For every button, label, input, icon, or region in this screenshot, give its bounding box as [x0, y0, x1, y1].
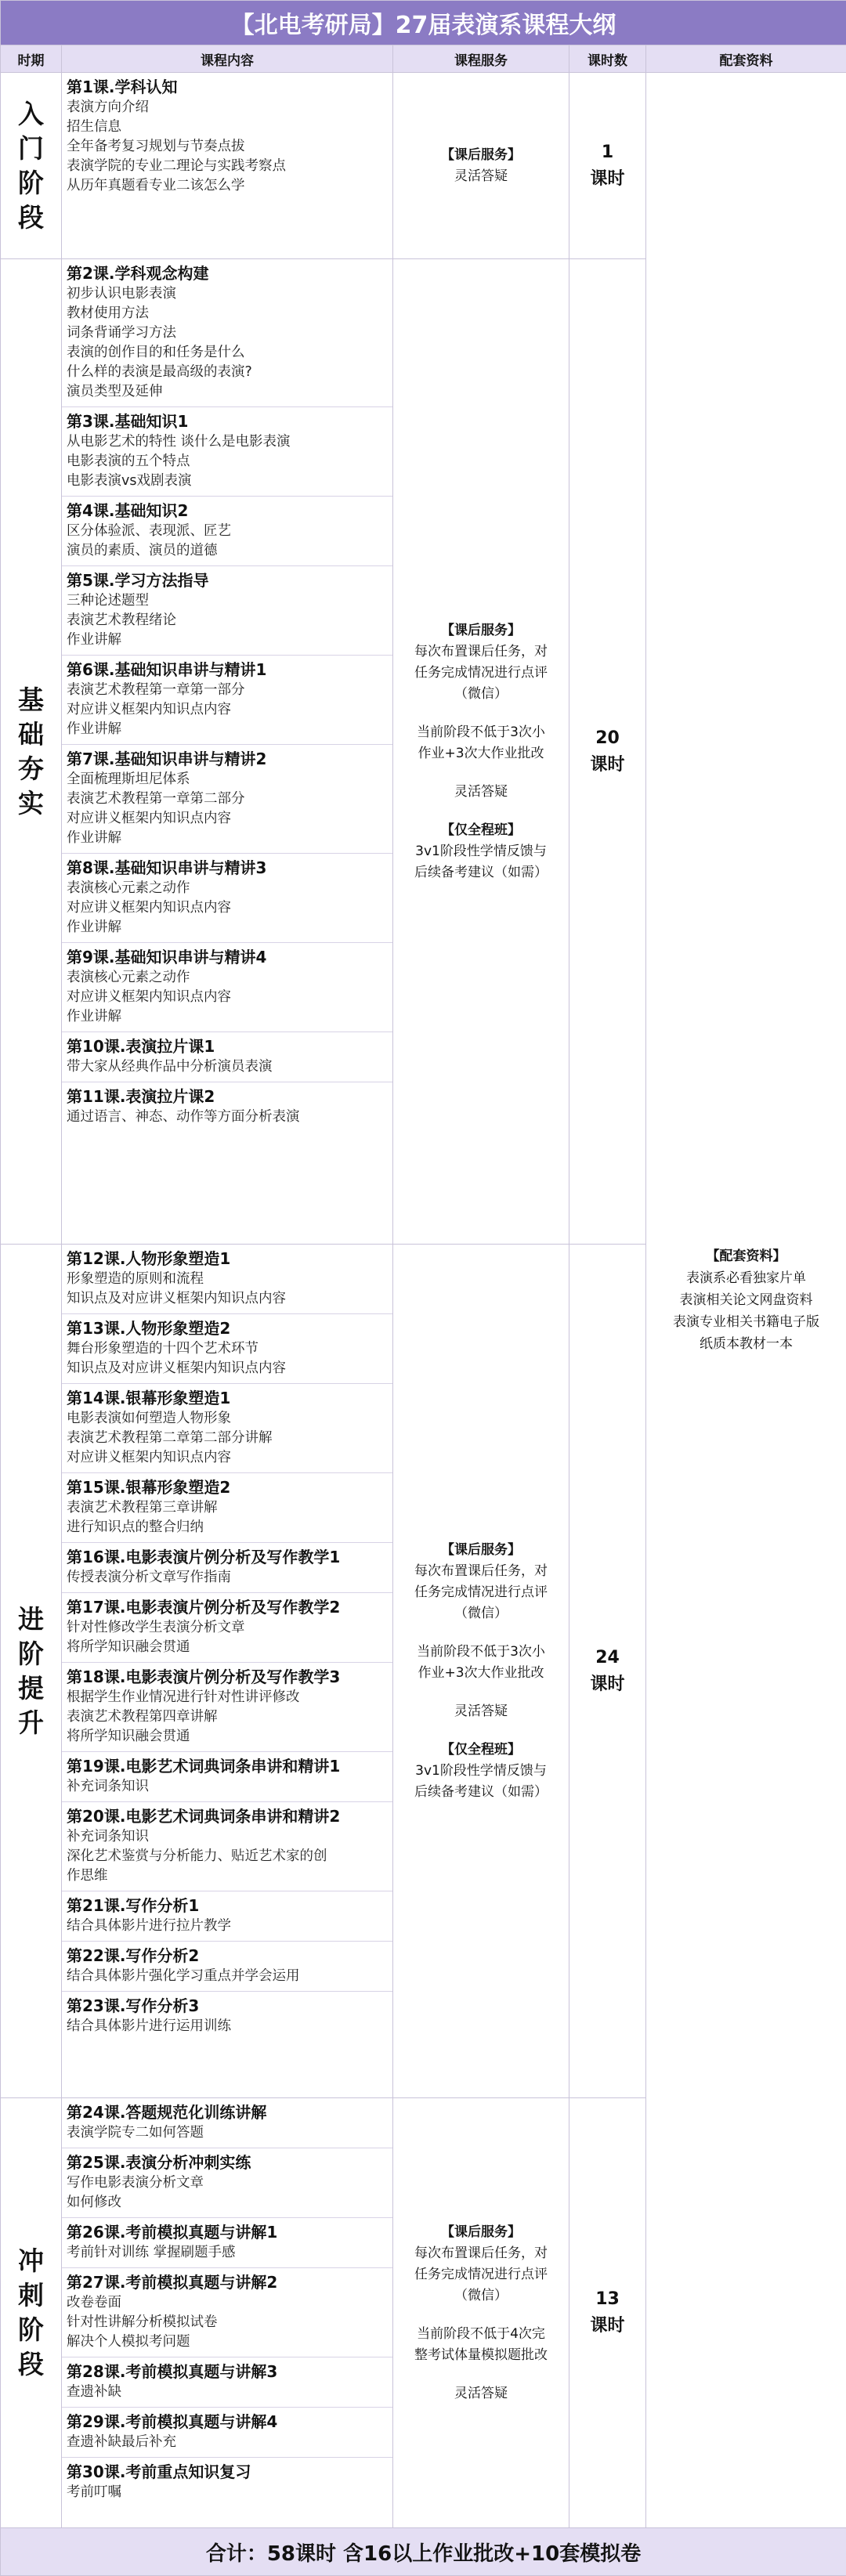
lesson-line: 演员类型及延伸 — [67, 382, 388, 402]
lesson-line: 对应讲义框架内知识点内容 — [67, 988, 388, 1007]
materials-item: 纸质本教材一本 — [646, 1333, 846, 1355]
lesson-line: 知识点及对应讲义框架内知识点内容 — [67, 1359, 388, 1378]
stage-lessons — [62, 1245, 393, 2098]
lesson-line: 区分体验派、表现派、匠艺 — [67, 522, 388, 541]
lesson-item — [62, 1802, 392, 1891]
service-line: （微信） — [398, 2285, 564, 2307]
lesson-item — [62, 1384, 392, 1473]
lesson-line: 知识点及对应讲义框架内知识点内容 — [67, 1289, 388, 1309]
lesson-line: 三种论述题型 — [67, 591, 388, 611]
lesson-title: 第9课.基础知识串讲与精讲4 — [67, 946, 388, 968]
lesson-line: 表演艺术教程第二章第二部分讲解 — [67, 1429, 388, 1448]
lesson-title: 第27课.考前模拟真题与讲解2 — [67, 2271, 388, 2293]
lesson-title: 第25课.表演分析冲刺实练 — [67, 2151, 388, 2173]
service-line: 每次布置课后任务，对 — [398, 1561, 564, 1582]
lesson-title: 第2课.学科观念构建 — [67, 262, 388, 284]
lesson-line: 结合具体影片强化学习重点并学会运用 — [67, 1967, 388, 1986]
service-line: 3v1阶段性学情反馈与 — [398, 841, 564, 862]
lesson-line: 表演学院专二如何答题 — [67, 2123, 388, 2143]
lesson-item — [62, 1992, 392, 2041]
lesson-item — [62, 407, 392, 497]
service-line: 作业+3次大作业批改 — [398, 743, 564, 764]
lesson-item — [62, 854, 392, 943]
stage-lessons — [62, 259, 393, 1245]
stage-hours: 24 课时 — [569, 1245, 646, 2098]
service-line: 当前阶段不低于3次小 — [398, 1642, 564, 1663]
service-heading: 【课后服务】 — [398, 1540, 564, 1561]
materials-heading: 【配套资料】 — [646, 1245, 846, 1267]
stage-lessons — [62, 2098, 393, 2528]
service-line: 3v1阶段性学情反馈与 — [398, 1761, 564, 1782]
lesson-line: 查遗补缺最后补充 — [67, 2433, 388, 2452]
service-line: 每次布置课后任务，对 — [398, 2243, 564, 2264]
lesson-line: 补充词条知识 — [67, 1827, 388, 1847]
materials-cell — [646, 73, 846, 2528]
lesson-item — [62, 2458, 392, 2507]
lesson-title: 第18课.电影表演片例分析及写作教学3 — [67, 1666, 388, 1688]
lesson-line: 改卷卷面 — [67, 2293, 388, 2313]
service-heading: 【仅全程班】 — [398, 1740, 564, 1761]
service-line: 灵活答疑 — [398, 782, 564, 803]
service-line: （微信） — [398, 684, 564, 705]
lesson-item — [62, 566, 392, 656]
lesson-title: 第7课.基础知识串讲与精讲2 — [67, 748, 388, 770]
header-hours: 课时数 — [569, 45, 646, 73]
service-line: 每次布置课后任务，对 — [398, 641, 564, 663]
service-line: 后续备考建议（如需） — [398, 1782, 564, 1803]
lesson-line: 对应讲义框架内知识点内容 — [67, 1448, 388, 1468]
lesson-title: 第28课.考前模拟真题与讲解3 — [67, 2361, 388, 2383]
service-line: 当前阶段不低于4次完 — [398, 2324, 564, 2345]
lesson-line: 作业讲解 — [67, 1007, 388, 1027]
stage-name: 基 础 夯 实 — [1, 259, 62, 1245]
lesson-line: 针对性讲解分析模拟试卷 — [67, 2313, 388, 2332]
lesson-item — [62, 2268, 392, 2357]
service-spacer — [398, 2366, 564, 2383]
lesson-line: 舞台形象塑造的十四个艺术环节 — [67, 1339, 388, 1359]
service-line: 任务完成情况进行点评 — [398, 2264, 564, 2285]
lesson-title: 第11课.表演拉片课2 — [67, 1086, 388, 1107]
lesson-line: 作业讲解 — [67, 829, 388, 848]
lesson-item — [62, 1543, 392, 1593]
lesson-title: 第30课.考前重点知识复习 — [67, 2461, 388, 2483]
service-line: 当前阶段不低于3次小 — [398, 722, 564, 743]
stage-hours: 1 课时 — [569, 73, 646, 259]
lesson-line: 词条背诵学习方法 — [67, 323, 388, 343]
lesson-line: 全年备考复习规划与节奏点拔 — [67, 137, 388, 157]
lesson-title: 第24课.答题规范化训练讲解 — [67, 2101, 388, 2123]
lesson-item — [62, 943, 392, 1032]
materials-item: 表演系必看独家片单 — [646, 1267, 846, 1289]
header-content: 课程内容 — [62, 45, 393, 73]
lesson-item — [62, 1891, 392, 1942]
lesson-title: 第1课.学科认知 — [67, 76, 388, 98]
lesson-line: 初步认识电影表演 — [67, 284, 388, 304]
lesson-title: 第20课.电影艺术词典词条串讲和精讲2 — [67, 1805, 388, 1827]
lesson-title: 第22课.写作分析2 — [67, 1945, 388, 1967]
stage-name: 入 门 阶 段 — [1, 73, 62, 259]
lesson-title: 第17课.电影表演片例分析及写作教学2 — [67, 1596, 388, 1618]
lesson-title: 第8课.基础知识串讲与精讲3 — [67, 857, 388, 879]
lesson-item — [62, 1473, 392, 1543]
lesson-line: 电影表演如何塑造人物形象 — [67, 1409, 388, 1429]
lesson-item — [62, 2357, 392, 2408]
lesson-line: 对应讲义框架内知识点内容 — [67, 898, 388, 918]
materials-item: 表演专业相关书籍电子版 — [646, 1311, 846, 1333]
lesson-line: 针对性修改学生表演分析文章 — [67, 1618, 388, 1638]
lesson-item — [62, 745, 392, 854]
service-heading: 【课后服务】 — [398, 145, 564, 166]
lesson-line: 传授表演分析文章写作指南 — [67, 1568, 388, 1588]
lesson-item — [62, 497, 392, 566]
lesson-line: 表演艺术教程第四章讲解 — [67, 1707, 388, 1727]
lesson-item — [62, 259, 392, 407]
lesson-item — [62, 2148, 392, 2218]
lesson-item — [62, 656, 392, 745]
lesson-item — [62, 2408, 392, 2458]
lesson-line: 作业讲解 — [67, 630, 388, 650]
materials-item: 表演相关论文网盘资料 — [646, 1289, 846, 1311]
lesson-line: 表演学院的专业二理论与实践考察点 — [67, 157, 388, 176]
lesson-line: 表演核心元素之动作 — [67, 879, 388, 898]
lesson-line: 表演艺术教程绪论 — [67, 611, 388, 630]
lesson-line: 作业讲解 — [67, 720, 388, 739]
lesson-line: 从电影艺术的特性 谈什么是电影表演 — [67, 432, 388, 452]
service-line: 作业+3次大作业批改 — [398, 1663, 564, 1684]
lesson-item — [62, 1593, 392, 1663]
service-line: （微信） — [398, 1603, 564, 1624]
lesson-title: 第26课.考前模拟真题与讲解1 — [67, 2221, 388, 2243]
service-spacer — [398, 1684, 564, 1701]
service-line: 整考试体量模拟题批改 — [398, 2345, 564, 2366]
service-heading: 【仅全程班】 — [398, 820, 564, 841]
service-heading: 【课后服务】 — [398, 2222, 564, 2243]
lesson-title: 第14课.银幕形象塑造1 — [67, 1387, 388, 1409]
lesson-item — [62, 1032, 392, 1082]
lesson-item — [62, 1082, 392, 1132]
lesson-title: 第21课.写作分析1 — [67, 1895, 388, 1917]
stage-name: 冲 刺 阶 段 — [1, 2098, 62, 2528]
service-spacer — [398, 1624, 564, 1642]
lesson-title: 第19课.电影艺术词典词条串讲和精讲1 — [67, 1755, 388, 1777]
stage-lessons — [62, 73, 393, 259]
lesson-line: 进行知识点的整合归纳 — [67, 1518, 388, 1537]
stage-hours: 20 课时 — [569, 259, 646, 1245]
service-heading: 【课后服务】 — [398, 620, 564, 641]
lesson-line: 带大家从经典作品中分析演员表演 — [67, 1057, 388, 1077]
lesson-title: 第13课.人物形象塑造2 — [67, 1317, 388, 1339]
lesson-item — [62, 1942, 392, 1992]
service-line: 灵活答疑 — [398, 166, 564, 187]
lesson-line: 考前针对训练 掌握刷题手感 — [67, 2243, 388, 2263]
stage-service — [393, 1245, 569, 2098]
service-line: 任务完成情况进行点评 — [398, 1582, 564, 1603]
service-spacer — [398, 764, 564, 782]
service-spacer — [398, 803, 564, 820]
lesson-item — [62, 1245, 392, 1314]
lesson-line: 解决个人模拟考问题 — [67, 2332, 388, 2352]
lesson-line: 将所学知识融会贯通 — [67, 1638, 388, 1657]
stage-name: 进 阶 提 升 — [1, 1245, 62, 2098]
lesson-line: 形象塑造的原则和流程 — [67, 1270, 388, 1289]
service-line: 任务完成情况进行点评 — [398, 663, 564, 684]
lesson-line: 对应讲义框架内知识点内容 — [67, 700, 388, 720]
lesson-line: 什么样的表演是最高级的表演? — [67, 363, 388, 382]
lesson-line: 查遗补缺 — [67, 2383, 388, 2402]
lesson-line: 作业讲解 — [67, 918, 388, 938]
lesson-item — [62, 1752, 392, 1802]
lesson-title: 第3课.基础知识1 — [67, 410, 388, 432]
service-spacer — [398, 705, 564, 722]
lesson-line: 电影表演vs戏剧表演 — [67, 471, 388, 491]
stage-service — [393, 2098, 569, 2528]
lesson-title: 第16课.电影表演片例分析及写作教学1 — [67, 1546, 388, 1568]
header-service: 课程服务 — [393, 45, 569, 73]
lesson-line: 教材使用方法 — [67, 304, 388, 323]
lesson-line: 深化艺术鉴赏与分析能力、贴近艺术家的创 — [67, 1847, 388, 1866]
lesson-line: 从历年真题看专业二该怎么学 — [67, 176, 388, 196]
table-header-row — [1, 45, 846, 73]
service-line: 灵活答疑 — [398, 1701, 564, 1722]
lesson-title: 第12课.人物形象塑造1 — [67, 1248, 388, 1270]
lesson-line: 表演方向介绍 — [67, 98, 388, 117]
lesson-line: 将所学知识融会贯通 — [67, 1727, 388, 1747]
stage-service — [393, 259, 569, 1245]
lesson-line: 电影表演的五个特点 — [67, 452, 388, 471]
lesson-line: 表演的创作目的和任务是什么 — [67, 343, 388, 363]
lesson-item — [62, 73, 392, 201]
lesson-line: 根据学生作业情况进行针对性讲评修改 — [67, 1688, 388, 1707]
lesson-title: 第29课.考前模拟真题与讲解4 — [67, 2411, 388, 2433]
lesson-line: 如何修改 — [67, 2193, 388, 2213]
lesson-line: 表演艺术教程第一章第二部分 — [67, 789, 388, 809]
stage-hours: 13 课时 — [569, 2098, 646, 2528]
service-line: 灵活答疑 — [398, 2383, 564, 2404]
lesson-line: 全面梳理斯坦尼体系 — [67, 770, 388, 789]
lesson-title: 第6课.基础知识串讲与精讲1 — [67, 659, 388, 681]
lesson-item — [62, 2098, 392, 2148]
lesson-line: 通过语言、神态、动作等方面分析表演 — [67, 1107, 388, 1127]
lesson-item — [62, 1314, 392, 1384]
page-title: 【北电考研局】27届表演系课程大纲 — [1, 1, 846, 45]
lesson-line: 表演艺术教程第一章第一部分 — [67, 681, 388, 700]
total-summary: 合计：58课时 含16以上作业批改+10套模拟卷 — [1, 2528, 846, 2576]
lesson-line: 招生信息 — [67, 117, 388, 137]
header-materials: 配套资料 — [646, 45, 846, 73]
lesson-line: 表演核心元素之动作 — [67, 968, 388, 988]
lesson-line: 表演艺术教程第三章讲解 — [67, 1498, 388, 1518]
service-spacer — [398, 2307, 564, 2324]
lesson-item — [62, 1663, 392, 1752]
lesson-title: 第4课.基础知识2 — [67, 500, 388, 522]
lesson-line: 演员的素质、演员的道德 — [67, 541, 388, 561]
lesson-line: 补充词条知识 — [67, 1777, 388, 1797]
service-spacer — [398, 1722, 564, 1740]
lesson-line: 写作电影表演分析文章 — [67, 2173, 388, 2193]
lesson-title: 第10课.表演拉片课1 — [67, 1035, 388, 1057]
header-period: 时期 — [1, 45, 62, 73]
lesson-title: 第23课.写作分析3 — [67, 1995, 388, 2017]
lesson-line: 考前叮嘱 — [67, 2483, 388, 2502]
lesson-item — [62, 2218, 392, 2268]
lesson-title: 第5课.学习方法指导 — [67, 569, 388, 591]
lesson-line: 结合具体影片进行运用训练 — [67, 2017, 388, 2036]
service-line: 后续备考建议（如需） — [398, 862, 564, 883]
lesson-line: 对应讲义框架内知识点内容 — [67, 809, 388, 829]
stage-row-intro — [1, 73, 846, 259]
lesson-line: 作思维 — [67, 1866, 388, 1886]
lesson-title: 第15课.银幕形象塑造2 — [67, 1476, 388, 1498]
stage-service — [393, 73, 569, 259]
lesson-line: 结合具体影片进行拉片教学 — [67, 1917, 388, 1936]
